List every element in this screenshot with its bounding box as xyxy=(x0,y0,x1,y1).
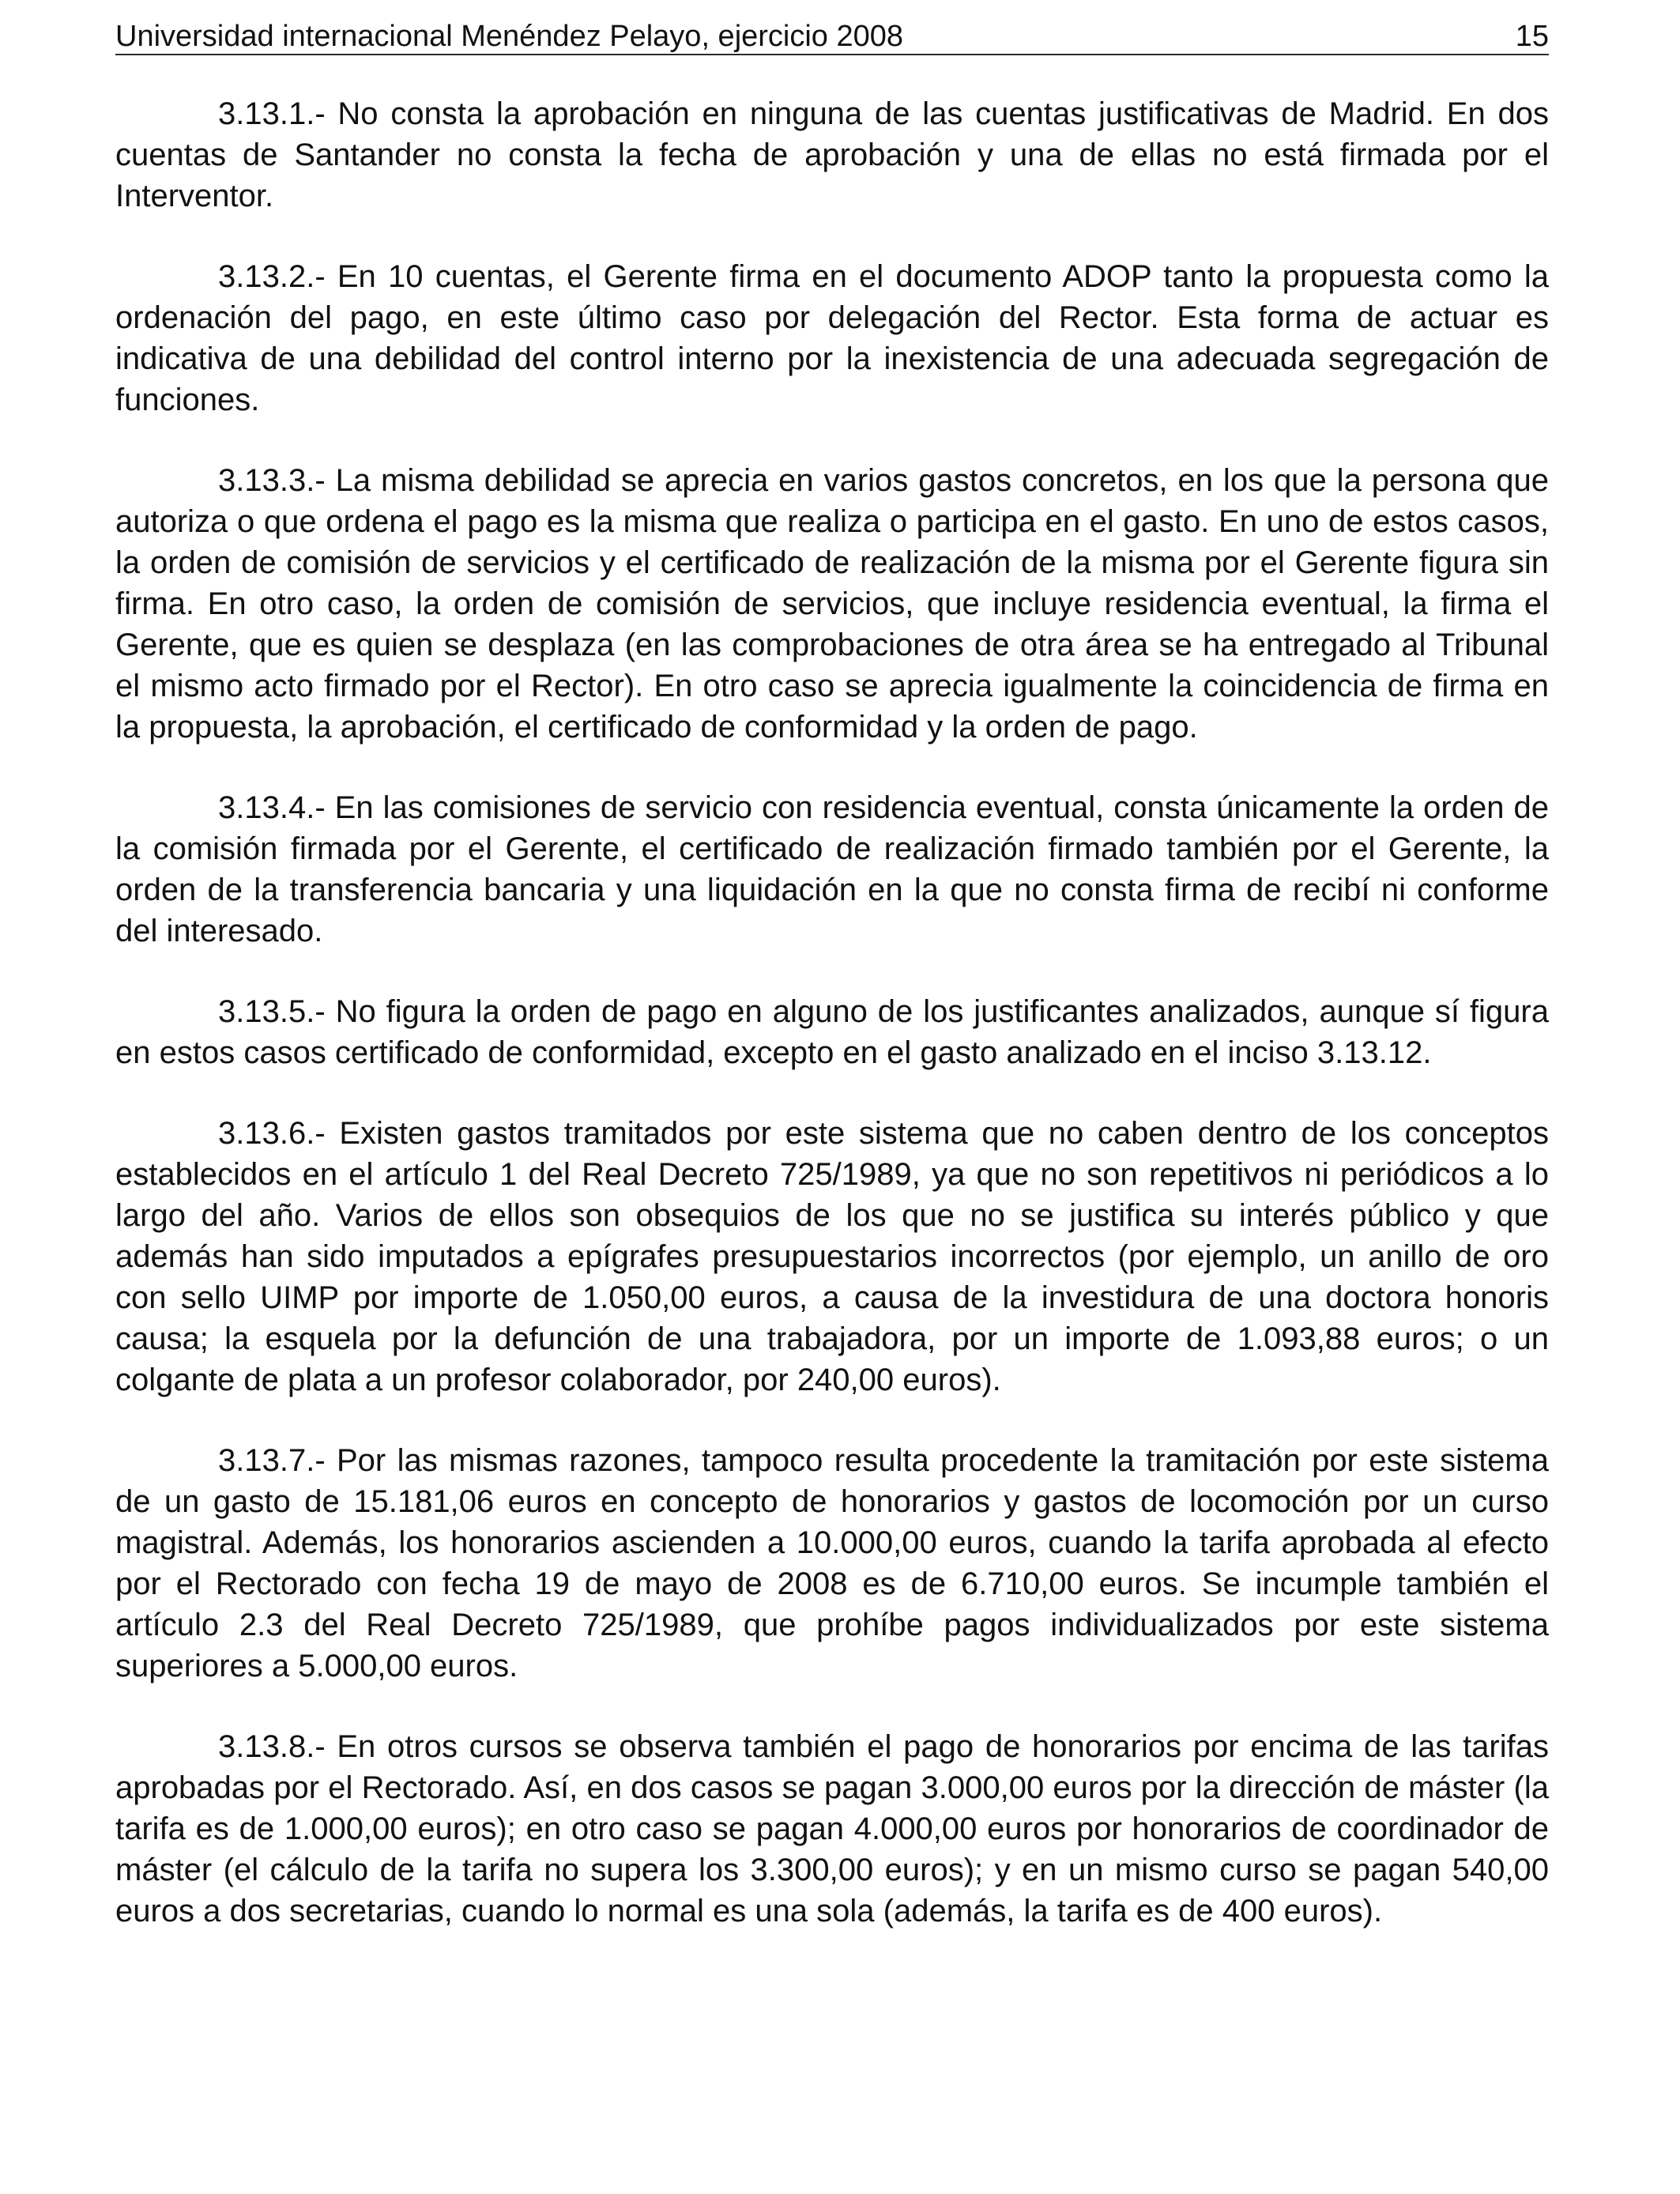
paragraph-3-13-6: 3.13.6.- Existen gastos tramitados por este sistema que no caben dentro de los conceptos establecidos en el artículo 1 del Real Decreto 725/1989, ya que no son repetitivos ni periódicos a lo largo del año. Varios de ellos son obsequios de los que no se justifica su interés público y que además han sido imputados a epígrafes presupuestarios incorrectos (por ejemplo, un anillo de oro con sello UIMP por importe de 1.050,00 euros, a causa de la investidura de una doctora honoris causa; la esquela por la defunción de una trabajadora, por un importe de 1.093,88 euros; o un colgante de plata a un profesor colaborador, por 240,00 euros). xyxy=(115,1116,1549,1397)
paragraph-3-13-1: 3.13.1.- No consta la aprobación en ninguna de las cuentas justificativas de Madrid. En dos cuentas de Santander no consta la fecha de aprobación y una de ellas no está firmada por el Interventor. xyxy=(115,96,1549,213)
paragraph-3-13-5: 3.13.5.- No figura la orden de pago en alguno de los justificantes analizados, aunque sí figura en estos casos certificado de conformidad, excepto en el gasto analizado en el inciso 3.13.12. xyxy=(115,994,1549,1070)
header-title: Universidad internacional Menéndez Pelayo, ejercicio 2008 xyxy=(115,20,904,53)
paragraph-3-13-8: 3.13.8.- En otros cursos se observa también el pago de honorarios por encima de las tarifas aprobadas por el Rectorado. Así, en dos casos se pagan 3.000,00 euros por la dirección de máster (la tarifa es de 1.000,00 euros); en otro caso se pagan 4.000,00 euros por honorarios de coordinador de máster (el cálculo de la tarifa no supera los 3.300,00 euros); y en un mismo curso se pagan 540,00 euros a dos secretarias, cuando lo normal es una sola (además, la tarifa es de 400 euros). xyxy=(115,1729,1549,1928)
paragraph-3-13-7: 3.13.7.- Por las mismas razones, tampoco resulta procedente la tramitación por este sistema de un gasto de 15.181,06 euros en concepto de honorarios y gastos de locomoción por un curso magistral. Además, los honorarios ascienden a 10.000,00 euros, cuando la tarifa aprobada al efecto por el Rectorado con fecha 19 de mayo de 2008 es de 6.710,00 euros. Se incumple también el artículo 2.3 del Real Decreto 725/1989, que prohíbe pagos individualizados por este sistema superiores a 5.000,00 euros. xyxy=(115,1443,1549,1683)
page-header xyxy=(115,19,1549,55)
page-number: 15 xyxy=(1515,20,1549,53)
document-body xyxy=(115,93,1549,1971)
paragraph-3-13-2: 3.13.2.- En 10 cuentas, el Gerente firma en el documento ADOP tanto la propuesta como la ordenación del pago, en este último caso por delegación del Rector. Esta forma de actuar es indicativa de una debilidad del control interno por la inexistencia de una adecuada segregación de funciones. xyxy=(115,259,1549,417)
paragraph-3-13-3: 3.13.3.- La misma debilidad se aprecia en varios gastos concretos, en los que la persona que autoriza o que ordena el pago es la misma que realiza o participa en el gasto. En uno de estos casos, la orden de comisión de servicios y el certificado de realización de la misma por el Gerente figura sin firma. En otro caso, la orden de comisión de servicios, que incluye residencia eventual, la firma el Gerente, que es quien se desplaza (en las comprobaciones de otra área se ha entregado al Tribunal el mismo acto firmado por el Rector). En otro caso se aprecia igualmente la coincidencia de firma en la propuesta, la aprobación, el certificado de conformidad y la orden de pago. xyxy=(115,463,1549,745)
paragraph-3-13-4: 3.13.4.- En las comisiones de servicio con residencia eventual, consta únicamente la orden de la comisión firmada por el Gerente, el certificado de realización firmado también por el Gerente, la orden de la transferencia bancaria y una liquidación en la que no consta firma de recibí ni conforme del interesado. xyxy=(115,790,1549,948)
